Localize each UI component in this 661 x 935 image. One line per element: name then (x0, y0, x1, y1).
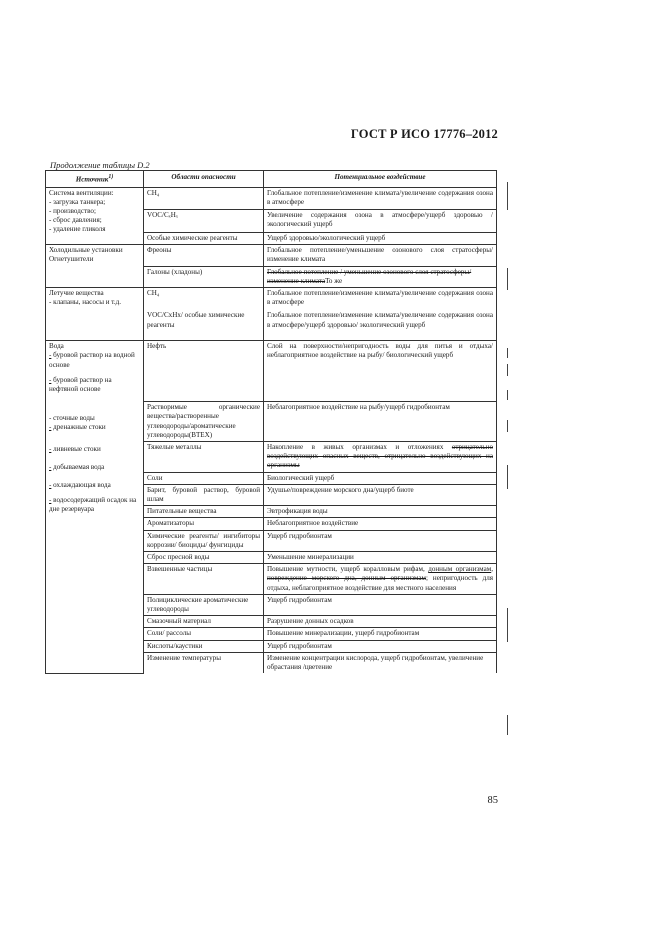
impact-cell: Глобальное потепление/уменьшение озонового слоя стратосферы/изменение климата (264, 244, 497, 266)
hazard-cell: Фреоны (144, 244, 264, 266)
impact-cell: Неблагоприятное воздействие на рыбу/ущерб гидробионтам (264, 402, 497, 442)
hazard-cell: Изменение температуры (144, 652, 264, 673)
hazard-cell: Тяжелые металлы (144, 441, 264, 472)
impact-cell: Ущерб гидробионтам (264, 594, 497, 615)
header-hazard: Области опасности (144, 171, 264, 188)
table-caption: Продолжение таблицы D.2 (50, 160, 150, 170)
revision-bar (507, 608, 508, 642)
hazard-cell: Галоны (хладоны) (144, 266, 264, 287)
revision-bar (507, 364, 508, 376)
hazard-cell: CH₄ (144, 187, 264, 209)
impact-cell: Биологический ущерб (264, 472, 497, 484)
revision-bar (507, 465, 508, 489)
impact-cell: Глобальное потепление / уменьшение озонового слоя стратосферы/ изменение климатаТо же (264, 266, 497, 287)
impact-cell: Глобальное потепление/изменение климата/увеличение содержания озона в атмосфере (264, 187, 497, 209)
impact-cell: Разрушение донных осадков (264, 616, 497, 628)
hazard-cell: Смазочный материал (144, 616, 264, 628)
impact-cell: Ущерб гидробионтам (264, 640, 497, 652)
hazard-cell: Кислоты/каустики (144, 640, 264, 652)
impact-cell: Удушье/повреждение морского дна/ущерб биоте (264, 484, 497, 505)
revision-bar (507, 348, 508, 358)
impact-cell: Уменьшение минерализации (264, 552, 497, 564)
revision-bar (507, 182, 508, 210)
revision-bar (507, 268, 508, 290)
impact-cell: Неблагоприятное воздействие (264, 518, 497, 530)
source-cell: Летучие вещества - клапаны, насосы и т.д. (46, 288, 144, 341)
impact-cell: Слой на поверхности/непригодность воды для питья и отдыха/неблагоприятное воздействие на рыбу/ биологический ущерб (264, 341, 497, 402)
table-row (46, 341, 497, 402)
hazard-cell: Особые химические реагенты (144, 232, 264, 244)
impact-cell: Глобальное потепление/изменение климата/увеличение содержания озона в атмосфере (264, 288, 497, 311)
page-number: 85 (487, 795, 498, 806)
hazard-cell: Сброс пресной воды (144, 552, 264, 564)
impact-cell: Ущерб гидробионтам (264, 530, 497, 551)
table-row (46, 187, 497, 209)
hazard-cell: Взвешенные частицы (144, 564, 264, 595)
impact-cell: Повышение минерализации, ущерб гидробионтам (264, 628, 497, 640)
hazard-table-wrapper (45, 170, 496, 674)
source-cell: Холодильные установки Огнетушители (46, 244, 144, 287)
table-row (46, 288, 497, 311)
impact-cell: Изменение концентрации кислорода, ущерб гидробионтам, увеличение обрастания /цветение (264, 652, 497, 673)
hazard-table (45, 170, 497, 674)
hazard-cell: Ароматизаторы (144, 518, 264, 530)
hazard-cell: Химические реагенты/ ингибиторы коррозии/ биоциды/ фунгициды (144, 530, 264, 551)
header-impact: Потенциальное воздействие (264, 171, 497, 188)
header-source: Источник$^{1)}$ (46, 171, 144, 188)
hazard-cell: Соли (144, 472, 264, 484)
source-cell: Система вентиляции: - загрузка танкера; - производство; - сброс давления; - удаление гликоля (46, 187, 144, 244)
hazard-cell: VOC/CxHx/ особые химические реагенты (144, 310, 264, 340)
table-header-row (46, 171, 497, 188)
hazard-cell: Барит, буровой раствор, буровой шлам (144, 484, 264, 505)
source-cell-water: Вода - буровой раствор на водной основе - буровой раствор на нефтяной основе - сточные воды - дренажные стоки - ливневые стоки - добываемая вода - охлаждающая вода - водосодержащий осадок на дне резервуара (46, 341, 144, 674)
revision-bar (507, 420, 508, 432)
hazard-cell: CH₄ (144, 288, 264, 311)
impact-cell: Эвтрофикация воды (264, 506, 497, 518)
impact-cell: Ущерб здоровью/экологический ущерб (264, 232, 497, 244)
impact-cell: Глобальное потепление/изменение климата/увеличение содержания озона в атмосфере/ущерб здоровью/ экологический ущерб (264, 310, 497, 340)
impact-cell: Повышение мутности, ущерб коралловым рифам, донным организмам, повреждение морского дна, донным организмам; непригодность для отдыха, неблагоприятное воздействие для местного населения (264, 564, 497, 595)
hazard-cell: Растворимые органические вещества/растворенные углеводороды/ароматические углеводороды(BTEX) (144, 402, 264, 442)
document-code: ГОСТ Р ИСО 17776–2012 (350, 127, 498, 141)
hazard-cell: Нефть (144, 341, 264, 402)
hazard-cell: Соли/ рассолы (144, 628, 264, 640)
impact-cell: Увеличение содержания озона в атмосфере/ущерб здоровью /экологический ущерб (264, 209, 497, 232)
revision-bar (507, 715, 508, 735)
hazard-cell: VOC/CₓHₓ (144, 209, 264, 232)
impact-cell: Накопление в живых организмах и отложениях отрицательно воздействующих опасных веществ, отрицательно воздействующих на организмы (264, 441, 497, 472)
table-row (46, 244, 497, 266)
hazard-cell: Питательные вещества (144, 506, 264, 518)
hazard-cell: Полициклические ароматические углеводороды (144, 594, 264, 615)
revision-bar (507, 390, 508, 400)
